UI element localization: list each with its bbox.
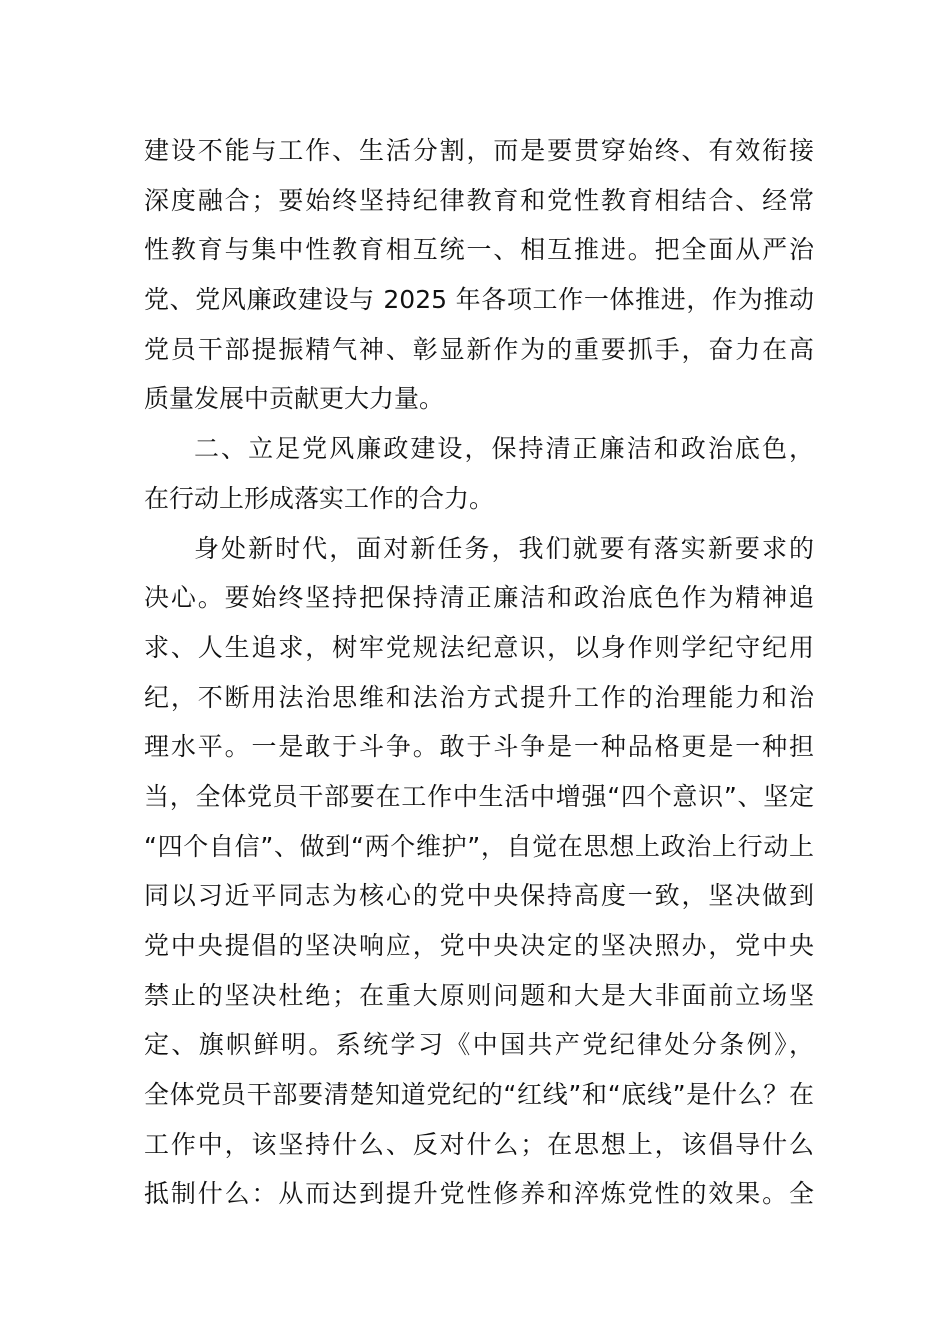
text-line: 性教育与集中性教育相互统一、相互推进。把全面从严治 (144, 235, 814, 265)
text-line: 党、党风廉政建设与 2025 年各项工作一体推进，作为推动 (144, 285, 814, 315)
text-line: 党员干部提振精气神、彰显新作为的重要抓手，奋力在高 (144, 334, 814, 364)
text-line: 建设不能与工作、生活分割，而是要贯穿始终、有效衔接 (144, 136, 814, 165)
text-line: 理水平。一是敢于斗争。敢于斗争是一种品格更是一种担 (144, 732, 814, 762)
document-body (144, 126, 814, 1219)
text-line: 决心。要始终坚持把保持清正廉洁和政治底色作为精神追 (144, 583, 814, 613)
text-line: 质量发展中贡献更大力量。 (144, 384, 445, 414)
text-line: 定、旗帜鲜明。系统学习《中国共产党纪律处分条例》， (144, 1030, 814, 1060)
text-line: 求、人生追求，树牢党规法纪意识，以身作则学纪守纪用 (144, 632, 814, 662)
text-line: 全体党员干部要清楚知道党纪的“红线”和“底线”是什么？在 (144, 1080, 814, 1110)
text-line: 纪，不断用法治思维和法治方式提升工作的治理能力和治 (144, 682, 814, 712)
text-line: “四个自信”、做到“两个维护”，自觉在思想上政治上行动上 (144, 831, 814, 861)
section-heading-line: 二、立足党风廉政建设，保持清正廉洁和政治底色， (194, 434, 814, 464)
text-line: 当，全体党员干部要在工作中生活中增强“四个意识”、坚定 (144, 781, 814, 811)
text-line: 身处新时代，面对新任务，我们就要有落实新要求的 (194, 533, 814, 563)
text-line: 同以习近平同志为核心的党中央保持高度一致，坚决做到 (144, 881, 814, 911)
section-heading-line: 在行动上形成落实工作的合力。 (144, 483, 495, 513)
text-line: 工作中，该坚持什么、反对什么；在思想上，该倡导什么 (144, 1129, 814, 1159)
text-line: 深度融合；要始终坚持纪律教育和党性教育相结合、经常 (144, 185, 814, 215)
text-line: 禁止的坚决杜绝；在重大原则问题和大是大非面前立场坚 (144, 980, 814, 1010)
text-line: 抵制什么：从而达到提升党性修养和淬炼党性的效果。全 (144, 1179, 814, 1209)
text-line: 党中央提倡的坚决响应，党中央决定的坚决照办，党中央 (144, 931, 814, 960)
